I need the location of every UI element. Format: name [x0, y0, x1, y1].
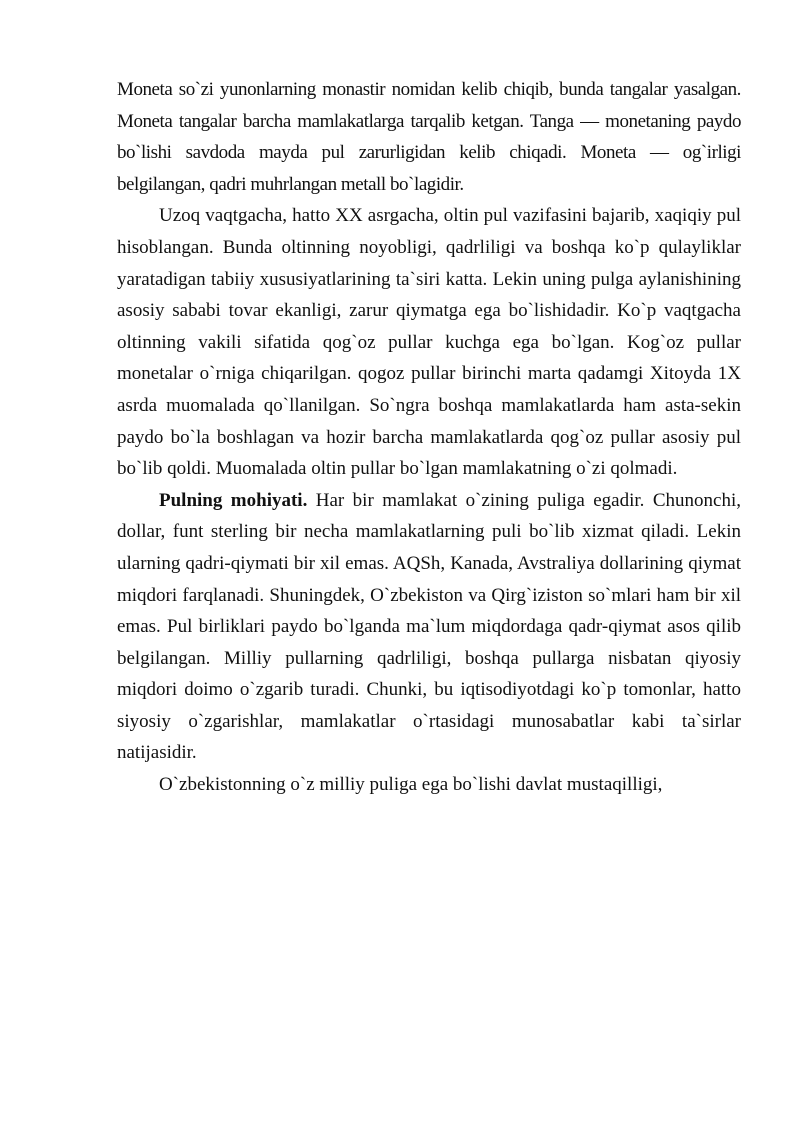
paragraph-ozbekiston: O`zbekistonning o`z milliy puliga ega bo`lishi davlat mustaqilligi,	[159, 774, 663, 796]
document-page	[117, 74, 741, 801]
paragraph-moneta: Moneta so`zi yunonlarning monastir nomidan kelib chiqib, bunda tangalar yasalgan. Moneta tangalar barcha mamlakatlarga tarqalib ketgan. Tanga — monetaning paydo bo`lishi savdoda mayda pul zarurligidan kelib chiqadi. Moneta — og`irligi belgilangan, qadri muhrlangan metall bo`lagidir.	[117, 79, 741, 195]
paragraph-body: Har bir mamlakat o`zining puliga egadir. Chunonchi, dollar, funt sterling bir necha mamlakatlarning puli bo`lib xizmat qiladi. Lekin ularning qadri-qiymati bir xil emas. AQSh, Kanada, Avstraliya dollarining qiymat miqdori farqlanadi. Shuningdek, O`zbekiston va Qirg`iziston so`mlari ham bir xil emas. Pul birliklari paydo bo`lganda ma`lum miqdordaga qadr-qiymat asos qilib belgilangan. Milliy pullarning qadrliligi, boshqa pullarga nisbatan qiyosiy miqdori doimo o`zgarib turadi. Chunki, bu iqtisodiyotdagi ko`p tomonlar, hatto siyosiy o`zgarishlar, mamlakatlar o`rtasidagi munosabatlar kabi ta`sirlar natijasidir.	[117, 489, 741, 764]
paragraph-pulning-mohiyati	[117, 485, 741, 769]
section-heading: Pulning mohiyati.	[159, 489, 308, 511]
paragraph-oltin-pul: Uzoq vaqtgacha, hatto XX asrgacha, oltin pul vazifasini bajarib, xaqiqiy pul hisoblangan. Bunda oltinning noyobligi, qadrliligi va boshqa ko`p qulayliklar yaratadigan tabiiy xususiyatlarining ta`siri katta. Lekin uning pulga aylanishining asosiy sababi tovar ekanligi, zarur qiymatga ega bo`lishidadir. Ko`p vaqtgacha oltinning vakili sifatida qog`oz pullar kuchga ega bo`lgan. Kog`oz pullar monetalar o`rniga chiqarilgan. qogoz pullar birinchi marta qadamgi Xitoyda 1X asrda muomalada qo`llanilgan. So`ngra boshqa mamlakatlarda ham asta-sekin paydo bo`la boshlagan va hozir barcha mamlakatlarda qog`oz pullar asosiy pul bo`lib qoldi. Muomalada oltin pullar bo`lgan mamlakatning o`zi qolmadi.	[117, 205, 741, 480]
